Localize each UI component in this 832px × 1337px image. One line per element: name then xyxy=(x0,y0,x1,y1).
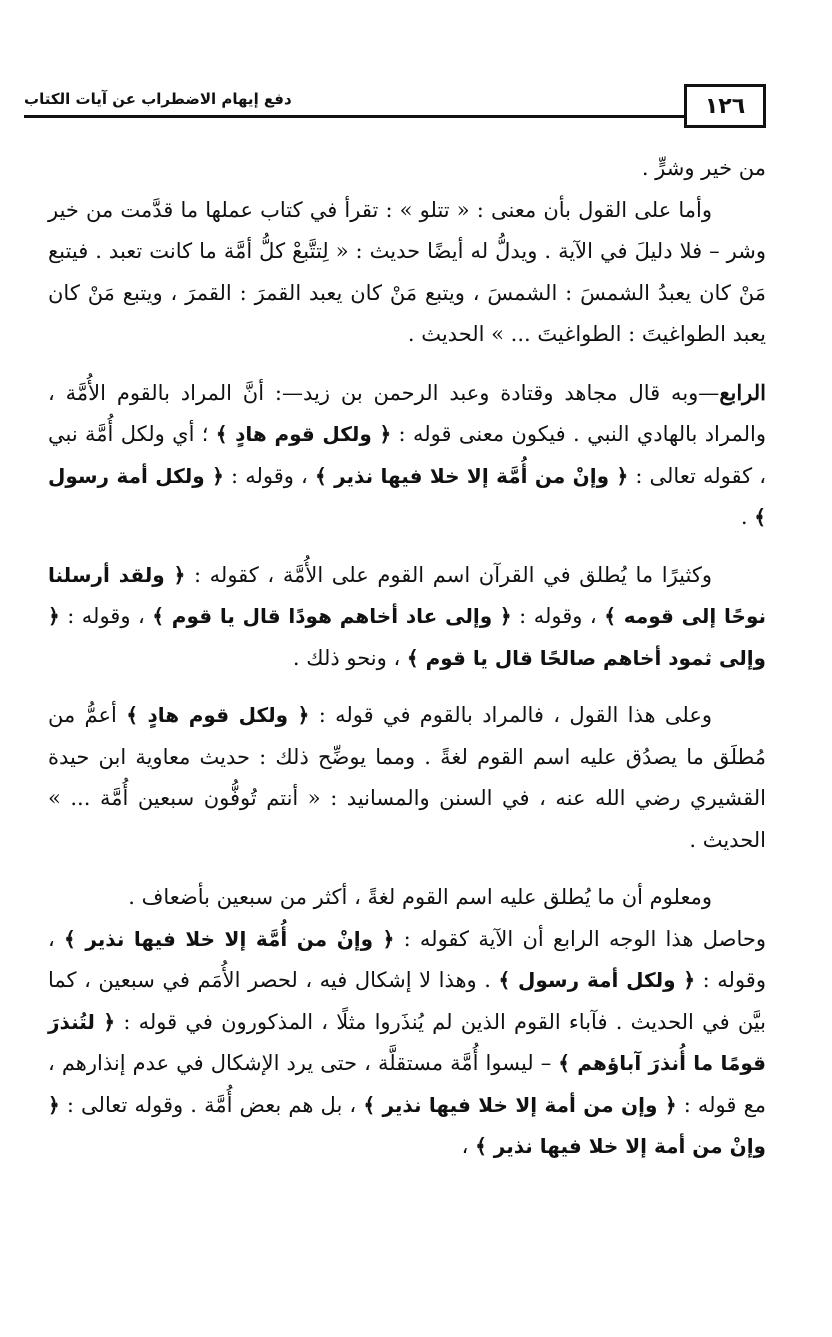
paragraph-p4 xyxy=(48,695,766,861)
paragraph-p2 xyxy=(48,372,766,539)
paragraph-text: ، ونحو ذلك . xyxy=(292,645,407,670)
quran-verse: ﴿ ولكل قوم هادٍ ﴾ xyxy=(126,703,310,727)
quran-verse: ﴿ وإنْ من أُمَّة إلا خلا فيها نذير ﴾ xyxy=(314,463,629,488)
paragraph-text: وكثيرًا ما يُطلق في القرآن اسم القوم على الأُمَّة ، كقوله : xyxy=(185,562,712,587)
paragraph-text: ، xyxy=(461,1134,476,1158)
paragraph-p5 xyxy=(48,877,766,919)
paragraph-text: ، وقوله : xyxy=(223,463,315,488)
paragraph-text: ، بل هم بعض أُمَّة . وقوله تعالى : xyxy=(59,1092,364,1117)
quran-verse: ﴿ ولكل أمة رسول ﴾ xyxy=(498,968,696,992)
header-rule xyxy=(24,115,686,118)
paragraph-p3 xyxy=(48,555,766,680)
page-number: ١٢٦ xyxy=(704,93,746,119)
paragraph-text: ، وقوله : xyxy=(59,604,153,628)
paragraph-text: وحاصل هذا الوجه الرابع أن الآية كقوله : xyxy=(394,926,766,951)
page-body xyxy=(48,148,766,1168)
quran-verse: ﴿ ولكل قوم هادٍ ﴾ xyxy=(215,422,392,446)
quran-verse: ﴿ وإلى ثمود أخاهم صالحًا قال يا قوم ﴾ xyxy=(48,604,766,670)
paragraph-text: – ليسوا أُمَّة مستقلَّة ، حتى يرد الإشكال في عدم إنذارهم ، مع قوله : xyxy=(48,1051,766,1117)
paragraph-p0: من خير وشرٍّ . xyxy=(641,156,766,180)
paragraph-text: وأما على القول بأن معنى : « تتلو » : تقرأ في كتاب عملها ما قدَّمت من خير وشر – فلا دليلَ في الآية . ويدلُّ له أيضًا حديث : « لِتتَّبعْ كلُّ أمَّة ما كانت تعبد . فيتبع مَنْ كان يعبدُ الشمسَ : الشمسَ ، ويتبع مَنْ كان يعبد القمرَ : القمرَ ، ويتبع مَنْ كان يعبد الطواغيتَ : الطواغيتَ ... » الحديث . xyxy=(48,197,766,346)
quran-verse: ﴿ وإنْ من أمة إلا خلا فيها نذير ﴾ xyxy=(48,1092,766,1158)
quran-verse: ﴿ وإلى عاد أخاهم هودًا قال يا قوم ﴾ xyxy=(152,604,512,628)
quran-verse: ﴿ ولكل أمة رسول ﴾ xyxy=(48,463,766,529)
paragraph-text: ، وقوله : xyxy=(511,604,605,628)
section-lead: الرابع xyxy=(719,379,766,405)
paragraph-text: . وهذا لا إشكال فيه ، لحصر الأُمَم في سبعين ، كما بيَّن في الحديث . فآباء القوم الذين لم يُنذَروا مثلًا ، المذكورون في قوله : xyxy=(48,968,766,1034)
page-number-box xyxy=(684,84,766,128)
paragraph-text: —وبه قال مجاهد وقتادة وعبد الرحمن بن زيد—: أنَّ المراد بالقوم الأُمَّة ، والمراد بالهادي النبي . فيكون معنى قوله : xyxy=(48,380,766,446)
paragraph-text: وعلى هذا القول ، فالمراد بالقوم في قوله : xyxy=(309,703,712,727)
paragraph-p6 xyxy=(48,919,766,1168)
running-title: دفع إيهام الاضطراب عن آيات الكتاب xyxy=(24,90,292,108)
quran-verse: ﴿ ولقد أرسلنا نوحًا إلى قومه ﴾ xyxy=(48,562,767,628)
quran-verse: ﴿ وإن من أمة إلا خلا فيها نذير ﴾ xyxy=(363,1092,677,1117)
paragraph-text: أعمُّ من مُطلَق ما يصدُق عليه اسم القوم لغةً . ومما يوضِّح ذلك : حديث معاوية ابن حيدة القشيري رضي الله عنه ، في السنن والمسانيد : « أنتم تُوفُّون سبعين أُمَّة ... » الحديث . xyxy=(48,703,766,852)
quran-verse: ﴿ لتُنذرَ قومًا ما أُنذرَ آباؤهم ﴾ xyxy=(48,1009,766,1075)
paragraph-text: ؛ أي ولكل أُمَّة نبي ، كقوله تعالى : xyxy=(48,422,766,488)
page-header xyxy=(24,84,766,128)
paragraph-text: ، وقوله : xyxy=(48,926,766,992)
paragraph-text: ومعلوم أن ما يُطلق عليه اسم القوم لغةً ، أكثر من سبعين بأضعاف . xyxy=(128,885,712,909)
quran-verse: ﴿ وإنْ من أُمَّة إلا خلا فيها نذير ﴾ xyxy=(64,926,395,951)
paragraph-text: . xyxy=(740,505,755,529)
paragraph-p1 xyxy=(48,190,766,356)
